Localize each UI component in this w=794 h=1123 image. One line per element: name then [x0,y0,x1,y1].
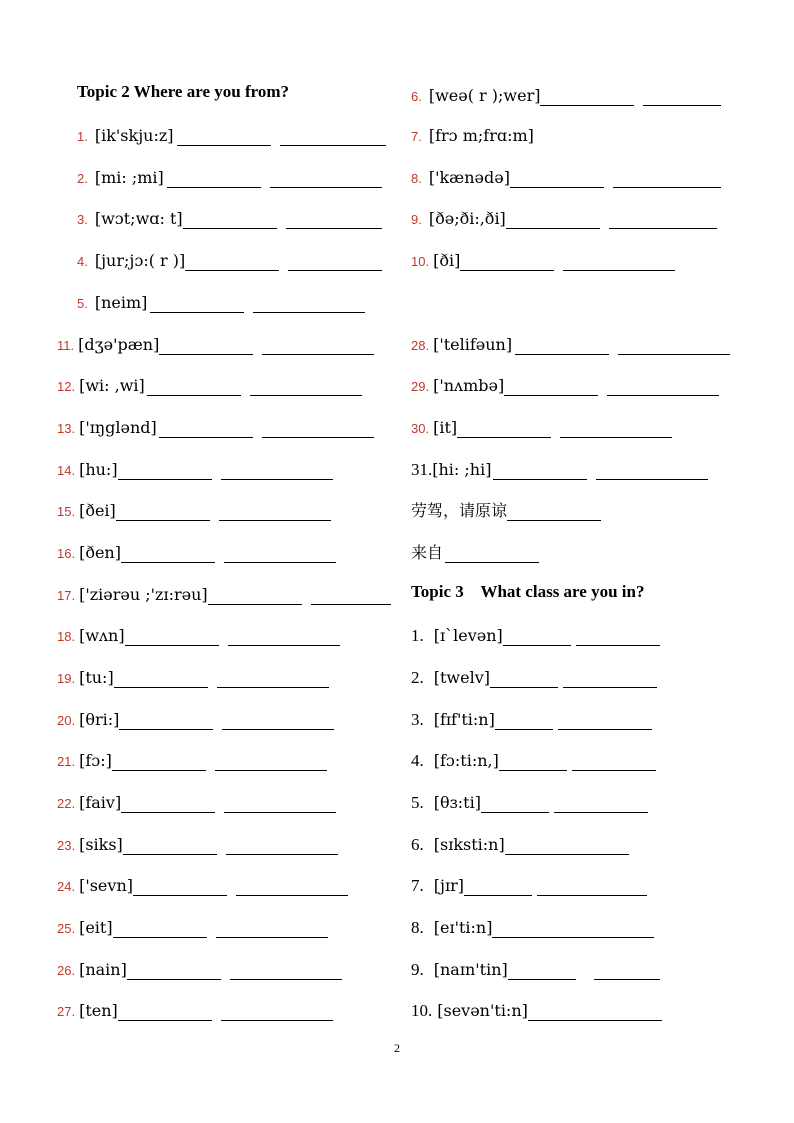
item-number: 17. [57,588,76,603]
item-number: 8. [411,918,424,937]
list-item [57,456,333,480]
item-number: 10. [411,254,430,269]
item-number: 2. [411,668,424,687]
item-number: 7. [411,129,422,144]
answer-blank[interactable] [147,379,241,396]
item-number: 14. [57,463,76,478]
list-item [77,289,365,313]
item-number: 23. [57,838,76,853]
answer-blank[interactable] [563,254,675,271]
phonetic: [fɪf'ti:n] [433,710,495,729]
phonetic: [twelv] [433,668,490,687]
answer-blank[interactable] [528,1004,662,1021]
answer-blank[interactable] [554,796,648,813]
item-number: 4. [77,254,88,269]
answer-blank[interactable] [127,963,221,980]
item-number: 18. [57,629,76,644]
list-item [57,372,362,396]
phonetic: [θri:] [79,710,120,729]
answer-blank[interactable] [510,171,604,188]
phonetic: [ten] [79,1001,118,1020]
topic3-title [411,582,644,602]
answer-blank[interactable] [114,671,208,688]
list-item [57,997,333,1021]
answer-blank[interactable] [492,921,654,938]
list-item [411,956,660,980]
answer-blank[interactable] [236,879,348,896]
phonetic: [sɪksti:n] [433,835,505,854]
answer-blank[interactable] [286,212,382,229]
answer-blank[interactable] [222,713,334,730]
list-item [411,414,672,438]
item-number: 5. [77,296,88,311]
list-item [411,789,648,813]
list-item [57,872,348,896]
answer-blank[interactable] [495,713,553,730]
item-number: 29. [411,379,430,394]
phonetic: ['sevn] [79,876,133,895]
answer-blank[interactable] [481,796,549,813]
list-item [77,122,386,146]
item-number: 11. [57,338,75,353]
answer-blank[interactable] [504,379,598,396]
answer-blank[interactable] [113,921,207,938]
item-number: 31. [411,460,433,479]
item-number: 4. [411,751,424,770]
phonetic: [ði] [433,251,461,270]
answer-blank[interactable] [540,89,634,106]
list-item [57,497,331,521]
answer-blank[interactable] [493,463,587,480]
answer-blank[interactable] [224,546,336,563]
phonetic: [nain] [79,960,127,979]
phonetic: [eɪ'ti:n] [433,918,493,937]
phonetic: [faiv] [79,793,122,812]
phonetic: [siks] [79,835,123,854]
answer-blank[interactable] [607,379,719,396]
answer-blank[interactable] [288,254,382,271]
answer-blank[interactable] [121,796,215,813]
list-item [57,664,329,688]
list-item [411,622,660,646]
list-item [411,747,656,771]
item-number: 16. [57,546,76,561]
answer-blank[interactable] [230,963,342,980]
answer-blank[interactable] [560,421,672,438]
list-item [411,331,730,355]
item-number: 13. [57,421,76,436]
phonetic: [ik'skju:z] [94,126,174,145]
answer-blank[interactable] [119,713,213,730]
answer-blank[interactable] [253,296,365,313]
list-item [57,622,340,646]
item-number: 28. [411,338,430,353]
answer-blank[interactable] [177,129,271,146]
answer-blank[interactable] [515,338,609,355]
phonetic: ['telifəun] [433,335,513,354]
phonetic: [naɪn'tin] [433,960,508,979]
answer-blank[interactable] [576,629,660,646]
item-number: 12. [57,379,76,394]
list-item [77,205,382,229]
list-item [411,539,539,563]
answer-blank[interactable] [572,754,656,771]
phonetic: [ðə;ði:,ði] [428,209,506,228]
phonetic: [dʒə'pæn] [78,335,160,354]
item-number: 6. [411,89,422,104]
answer-blank[interactable] [262,421,374,438]
item-number: 30. [411,421,430,436]
phonetic: [ɪ`levən] [433,626,503,645]
answer-blank[interactable] [159,338,253,355]
phonetic: [mi: ;mi] [94,168,164,187]
phonetic: ['ziərəu ;'zɪ:rəu] [79,585,208,604]
answer-blank[interactable] [228,629,340,646]
item-number: 15. [57,504,76,519]
answer-blank[interactable] [125,629,219,646]
list-item [57,747,327,771]
list-item [57,581,391,605]
item-number: 1. [77,129,88,144]
chinese-phrase: 劳驾，请原谅 [411,501,508,520]
phonetic: [weə( r );wer] [428,86,541,105]
phonetic: [hu:] [79,460,118,479]
phonetic: [fɔ:ti:n,] [433,751,499,770]
answer-blank[interactable] [215,754,327,771]
answer-blank[interactable] [121,546,215,563]
phonetic: [neim] [94,293,148,312]
answer-blank[interactable] [226,838,338,855]
answer-blank[interactable] [464,879,532,896]
phonetic: [frɔ m;frɑ:m] [428,126,534,145]
phonetic: [it] [433,418,458,437]
phonetic: [eit] [79,918,113,937]
list-item [57,956,342,980]
page-number: 2 [394,1041,400,1055]
answer-blank[interactable] [594,963,660,980]
phonetic: [hi: ;hi] [432,460,492,479]
phonetic: ['ɪŋglənd] [79,418,157,437]
answer-blank[interactable] [221,463,333,480]
list-item [411,664,657,688]
answer-blank[interactable] [270,171,382,188]
answer-blank[interactable] [250,379,362,396]
answer-blank[interactable] [224,796,336,813]
topic2-title: Topic 2 Where are you from? [77,82,290,101]
list-item [411,706,652,730]
answer-blank[interactable] [159,421,253,438]
answer-blank[interactable] [118,1004,212,1021]
item-number: 3. [77,212,88,227]
item-number: 5. [411,793,424,812]
phonetic: [θɜ:ti] [433,793,481,812]
list-item [411,247,675,271]
list-item [57,831,338,855]
answer-blank[interactable] [457,421,551,438]
phonetic: [jɪr] [433,876,464,895]
answer-blank[interactable] [208,588,302,605]
list-item [411,997,662,1021]
answer-blank[interactable] [217,671,329,688]
answer-blank[interactable] [219,504,331,521]
item-number: 27. [57,1004,76,1019]
answer-blank[interactable] [618,338,730,355]
item-number: 9. [411,960,424,979]
answer-blank[interactable] [216,921,328,938]
answer-blank[interactable] [490,671,558,688]
phonetic: [wʌn] [79,626,125,645]
answer-blank[interactable] [499,754,567,771]
answer-blank[interactable] [133,879,227,896]
answer-blank[interactable] [563,671,657,688]
list-item [411,456,708,480]
answer-blank[interactable] [537,879,647,896]
phonetic: [wi: ,wi] [79,376,145,395]
answer-blank[interactable] [558,713,652,730]
list-item [411,372,719,396]
answer-blank[interactable] [505,838,629,855]
item-number: 26. [57,963,76,978]
answer-blank[interactable] [609,212,717,229]
answer-blank[interactable] [508,963,576,980]
item-number: 24. [57,879,76,894]
item-number: 22. [57,796,76,811]
list-item [57,331,374,355]
answer-blank[interactable] [311,588,391,605]
answer-blank[interactable] [445,546,539,563]
phonetic: [tu:] [79,668,114,687]
list-item [57,414,374,438]
answer-blank[interactable] [506,212,600,229]
item-number: 8. [411,171,422,186]
answer-blank[interactable] [507,504,601,521]
item-number: 20. [57,713,76,728]
answer-blank[interactable] [643,89,721,106]
answer-blank[interactable] [123,838,217,855]
answer-blank[interactable] [503,629,571,646]
answer-blank[interactable] [613,171,721,188]
list-item [77,164,382,188]
answer-blank[interactable] [185,254,279,271]
topic3-title-text: Topic 3 What class are you in? [411,582,645,601]
phonetic: ['kænədə] [428,168,510,187]
item-number: 1. [411,626,424,645]
list-item [57,539,336,563]
answer-blank[interactable] [150,296,244,313]
list-item [411,497,601,521]
phonetic: [sevən'ti:n] [437,1001,528,1020]
phonetic: [jur;jɔ:( r )] [94,251,186,270]
phonetic: ['nʌmbə] [433,376,505,395]
list-item [57,914,328,938]
list-item [411,164,721,188]
answer-blank[interactable] [167,171,261,188]
item-number: 7. [411,876,424,895]
answer-blank[interactable] [596,463,708,480]
item-number: 19. [57,671,76,686]
answer-blank[interactable] [118,463,212,480]
list-item [411,205,717,229]
list-item [411,122,534,146]
item-number: 9. [411,212,422,227]
list-item [411,872,647,896]
answer-blank[interactable] [116,504,210,521]
list-item [411,831,629,855]
list-item [57,789,336,813]
item-number: 3. [411,710,424,729]
list-item [411,82,721,106]
item-number: 25. [57,921,76,936]
chinese-phrase: 来自 [411,543,444,562]
answer-blank[interactable] [262,338,374,355]
item-number: 2. [77,171,88,186]
phonetic: [ðen] [79,543,121,562]
list-item [77,247,382,271]
answer-blank[interactable] [280,129,386,146]
answer-blank[interactable] [112,754,206,771]
phonetic: [wɔt;wɑ: t] [94,209,183,228]
list-item [57,706,334,730]
answer-blank[interactable] [183,212,277,229]
phonetic: [fɔ:] [79,751,112,770]
phonetic: [ðei] [79,501,116,520]
item-number: 10. [411,1001,433,1020]
answer-blank[interactable] [221,1004,333,1021]
item-number: 21. [57,754,76,769]
item-number: 6. [411,835,424,854]
answer-blank[interactable] [460,254,554,271]
list-item [411,914,654,938]
